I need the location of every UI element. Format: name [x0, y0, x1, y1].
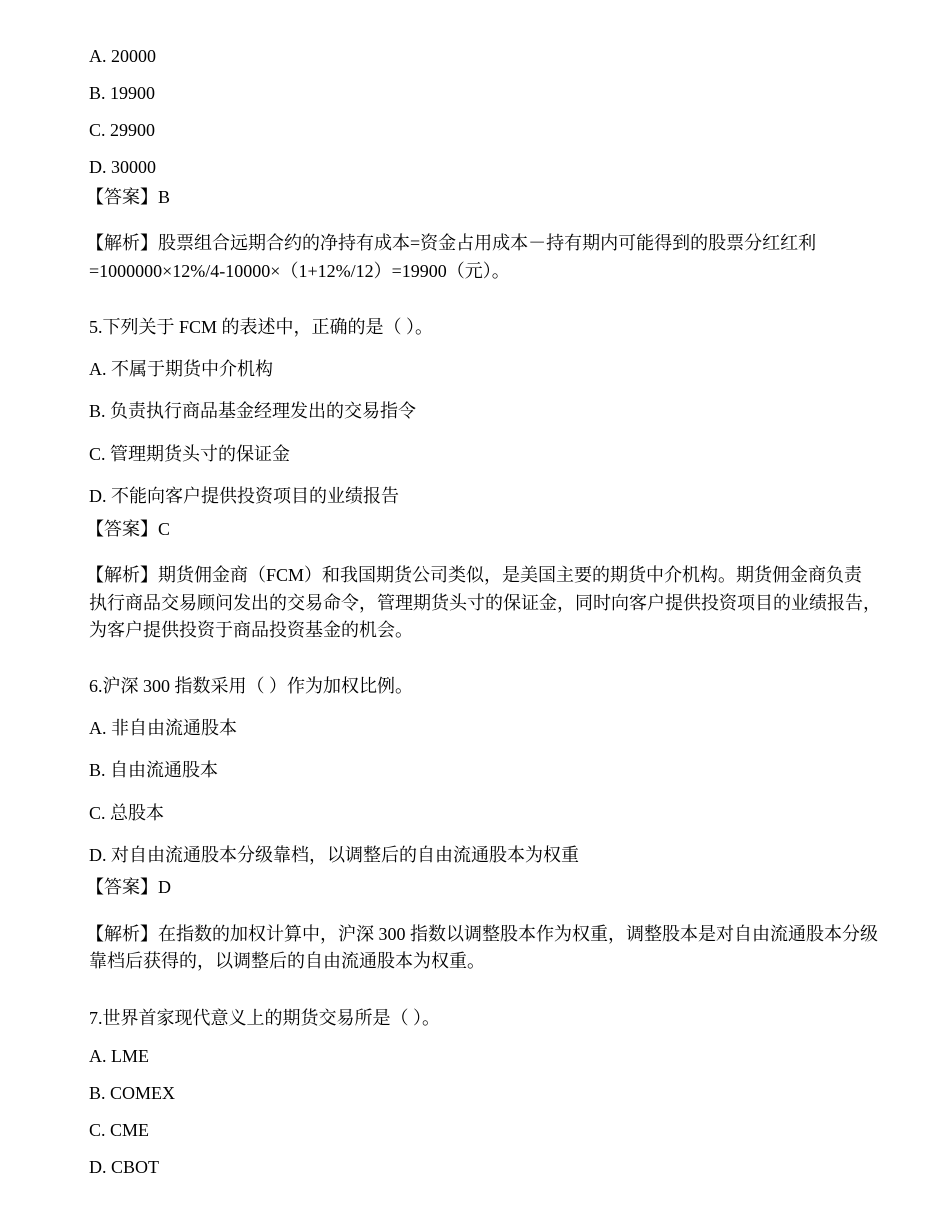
- q4-analysis-line-2: =1000000×12%/4-10000×（1+12%/12）=19900（元）。: [89, 261, 510, 281]
- q5-analysis-line-2: 执行商品交易顾问发出的交易命令，管理期货头寸的保证金，同时向客户提供投资项目的业绩报告，: [89, 593, 881, 613]
- q6-option-d: D. 对自由流通股本分级靠档，以调整后的自由流通股本为权重: [89, 845, 579, 865]
- q4-answer: 【答案】B: [86, 187, 171, 207]
- q6-option-c: C. 总股本: [89, 803, 165, 823]
- q6-question: 6.沪深 300 指数采用（ ）作为加权比例。: [89, 676, 413, 696]
- q5-option-c: C. 管理期货头寸的保证金: [89, 444, 291, 464]
- q6-option-a: A. 非自由流通股本: [89, 718, 237, 738]
- q7-option-d: D. CBOT: [89, 1157, 160, 1177]
- q4-option-c: C. 29900: [89, 120, 156, 140]
- q6-answer: 【答案】D: [86, 877, 171, 897]
- q7-option-c: C. CME: [89, 1120, 150, 1140]
- q5-option-a: A. 不属于期货中介机构: [89, 359, 273, 379]
- q5-answer: 【答案】C: [86, 519, 171, 539]
- q5-question: 5.下列关于 FCM 的表述中，正确的是（ ）。: [89, 317, 434, 337]
- q7-option-b: B. COMEX: [89, 1083, 176, 1103]
- q7-option-a: A. LME: [89, 1046, 149, 1066]
- q6-analysis-line-1: 【解析】在指数的加权计算中，沪深 300 指数以调整股本作为权重，调整股本是对自由流通股本分级: [86, 924, 878, 944]
- q5-option-d: D. 不能向客户提供投资项目的业绩报告: [89, 486, 399, 506]
- q4-option-a: A. 20000: [89, 46, 156, 66]
- q5-analysis-line-3: 为客户提供投资于商品投资基金的机会。: [89, 620, 413, 640]
- q4-analysis-line-1: 【解析】股票组合远期合约的净持有成本=资金占用成本－持有期内可能得到的股票分红红利: [86, 233, 817, 253]
- q5-option-b: B. 负责执行商品基金经理发出的交易指令: [89, 401, 417, 421]
- q4-option-d: D. 30000: [89, 157, 156, 177]
- q6-option-b: B. 自由流通股本: [89, 760, 219, 780]
- q6-analysis-line-2: 靠档后获得的，以调整后的自由流通股本为权重。: [89, 951, 485, 971]
- q5-analysis-line-1: 【解析】期货佣金商（FCM）和我国期货公司类似，是美国主要的期货中介机构。期货佣金商负责: [86, 565, 863, 585]
- q7-question: 7.世界首家现代意义上的期货交易所是（ ）。: [89, 1008, 440, 1028]
- q4-option-b: B. 19900: [89, 83, 156, 103]
